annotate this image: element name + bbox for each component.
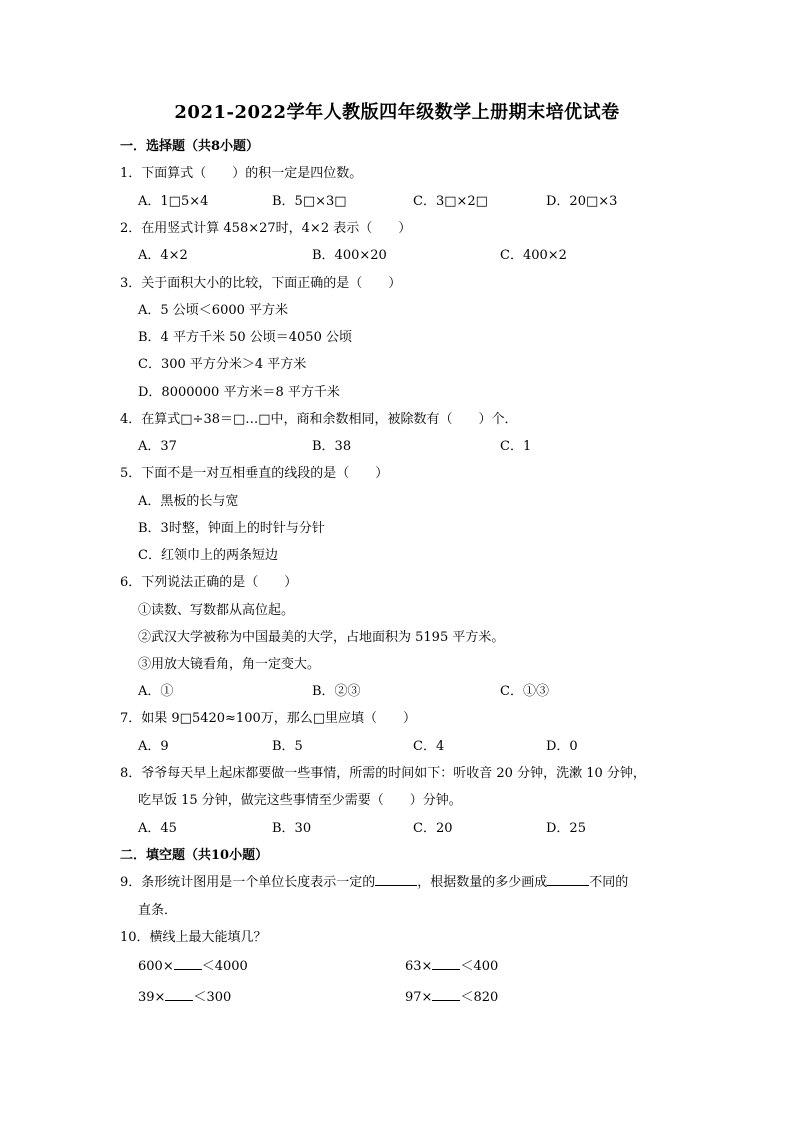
q10-item-1-right: ＜4000 — [201, 959, 248, 974]
q10-item-4-blank[interactable] — [432, 989, 460, 1001]
q9-blank-2[interactable] — [547, 874, 589, 886]
question-2-stem: 2．在用竖式计算 458×27时，4×2 表示（ ） — [120, 221, 412, 236]
q10-item-1 — [138, 955, 248, 974]
q3-option-d: D．8000000 平方米＝8 平方千米 — [138, 385, 340, 400]
section-heading-fill-blank: 二．填空题（共10小题） — [120, 848, 269, 863]
q8-option-a: A．45 — [138, 821, 177, 836]
q6-statement-2: ②武汉大学被称为中国最美的大学，占地面积为 5195 平方米。 — [138, 630, 505, 645]
q4-option-b: B．38 — [312, 439, 352, 454]
q8-option-d: D．25 — [546, 821, 586, 836]
section-heading-choice: 一．选择题（共8小题） — [120, 139, 260, 154]
q10-item-3-blank[interactable] — [165, 989, 193, 1001]
question-5-stem: 5．下面不是一对互相垂直的线段的是（ ） — [120, 466, 389, 481]
question-8-stem-line-1: 8．爷爷每天早上起床都要做一些事情，所需的时间如下：听收音 20 分钟，洗漱 10 分钟， — [120, 766, 646, 781]
q6-statement-3: ③用放大镜看角，角一定变大。 — [138, 657, 321, 672]
question-4-stem: 4．在算式□÷38＝□…□中，商和余数相同，被除数有（ ）个． — [120, 412, 518, 427]
q7-option-a: A．9 — [138, 739, 169, 754]
question-1-stem: 1．下面算式（ ）的积一定是四位数。 — [120, 166, 363, 181]
question-3-stem: 3．关于面积大小的比较，下面正确的是（ ） — [120, 276, 402, 291]
q4-option-c: C．1 — [500, 439, 532, 454]
question-6-stem: 6．下列说法正确的是（ ） — [120, 575, 298, 590]
q6-option-c: C．①③ — [500, 684, 549, 699]
q7-option-c: C．4 — [413, 739, 445, 754]
question-10-stem: 10．横线上最大能填几？ — [120, 930, 267, 945]
q8-option-c: C．20 — [413, 821, 453, 836]
q2-option-c: C．400×2 — [500, 248, 567, 263]
q10-item-1-blank[interactable] — [174, 958, 202, 970]
q2-option-a: A．4×2 — [138, 248, 188, 263]
question-7-stem: 7．如果 9□5420≈100万，那么□里应填（ ） — [120, 711, 417, 726]
q1-option-a: A．1□5×4 — [138, 194, 209, 209]
q1-option-c: C．3□×2□ — [413, 194, 488, 209]
q10-item-1-left: 600× — [138, 959, 174, 974]
q10-item-3 — [138, 986, 231, 1005]
q6-option-b: B．②③ — [312, 684, 361, 699]
q10-item-3-right: ＜300 — [193, 990, 232, 1005]
q3-option-c: C．300 平方分米＞4 平方米 — [138, 357, 307, 372]
q10-item-4-left: 97× — [405, 990, 433, 1005]
page-title: 2021-2022学年人教版四年级数学上册期末培优试卷 — [174, 102, 620, 123]
q1-option-b: B．5□×3□ — [272, 194, 347, 209]
q8-option-b: B．30 — [272, 821, 312, 836]
q9-text-part-3: 不同的 — [589, 875, 629, 890]
question-9-line-1 — [120, 871, 628, 890]
q10-item-3-left: 39× — [138, 990, 166, 1005]
question-8-stem-line-2: 吃早饭 15 分钟，做完这些事情至少需要（ ）分钟。 — [138, 793, 462, 808]
q9-blank-1[interactable] — [375, 874, 417, 886]
q3-option-a: A．5 公顷＜6000 平方米 — [138, 303, 289, 318]
q10-item-2-blank[interactable] — [432, 958, 460, 970]
q6-statement-1: ①读数、写数都从高位起。 — [138, 603, 295, 618]
q5-option-c: C．红领巾上的两条短边 — [138, 548, 278, 563]
q2-option-b: B．400×20 — [312, 248, 387, 263]
q5-option-a: A．黑板的长与宽 — [138, 494, 239, 509]
q9-text-part-2: ，根据数量的多少画成 — [417, 875, 548, 890]
q10-item-2-right: ＜400 — [460, 959, 499, 974]
q10-item-4-right: ＜820 — [460, 990, 499, 1005]
q10-item-4 — [405, 986, 498, 1005]
q6-option-a: A．① — [138, 684, 174, 699]
q9-text-part-4: 直条． — [138, 903, 178, 918]
q10-item-2-left: 63× — [405, 959, 433, 974]
q1-option-d: D．20□×3 — [546, 194, 618, 209]
q3-option-b: B．4 平方千米 50 公顷＝4050 公顷 — [138, 330, 352, 345]
q10-item-2 — [405, 955, 498, 974]
q7-option-d: D．0 — [546, 739, 578, 754]
q9-text-part-1: 9．条形统计图用是一个单位长度表示一定的 — [120, 875, 376, 890]
q7-option-b: B．5 — [272, 739, 303, 754]
q4-option-a: A．37 — [138, 439, 177, 454]
q5-option-b: B．3时整，钟面上的时针与分针 — [138, 521, 325, 536]
